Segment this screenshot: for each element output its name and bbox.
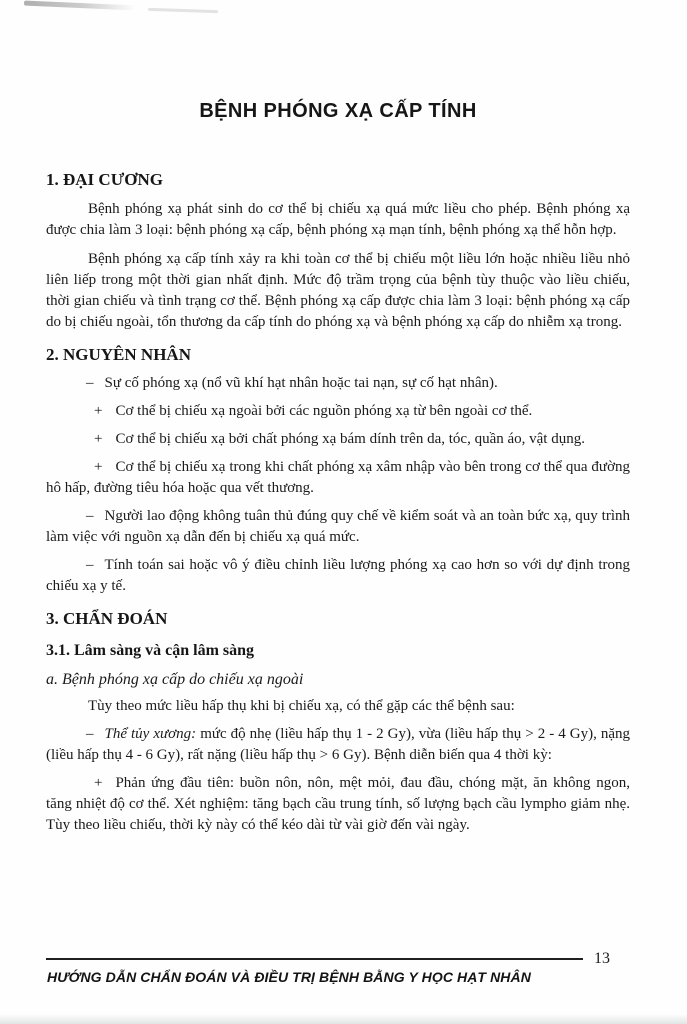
subsubsection-heading-external-exposure: a. Bệnh phóng xạ cấp do chiếu xạ ngoài [46,671,304,688]
list-item-text: Cơ thể bị chiếu xạ trong khi chất phóng xạ xâm nhập vào bên trong cơ thể qua đường hô hấp, đường tiêu hóa hoặc qua vết thương. [46,459,630,496]
list-item-text: Người lao động không tuân thủ đúng quy chế về kiểm soát và an toàn bức xạ, quy trình làm việc với nguồn xạ dẫn đến bị chiếu xạ quá mức. [46,508,630,545]
overview-paragraph-2: Bệnh phóng xạ cấp tính xảy ra khi toàn cơ thể bị chiếu một liều lớn hoặc nhiều liều nhỏ liên liếp trong một thời gian nhất định. Mức độ trầm trọng của bệnh tùy thuộc vào liều chiếu, thời gian chiếu và tình trạng cơ thể. Bệnh phóng xạ cấp được chia làm 3 loại: bệnh phóng xạ cấp do bị chiếu ngoài, tổn thương da cấp tính do phóng xạ và bệnh phóng xạ cấp do nhiễm xạ trong. [46,251,630,330]
list-item [46,401,630,422]
list-item [46,724,630,766]
page-content [46,0,630,836]
page-number: 13 [594,950,610,967]
plus-marker: + [94,459,103,475]
list-item [46,506,630,548]
list-item-text: Sự cố phóng xạ (nổ vũ khí hạt nhân hoặc tai nạn, sự cố hạt nhân). [104,375,498,391]
dash-marker: – [86,557,94,573]
list-item-text: Phản ứng đầu tiên: buồn nôn, nôn, mệt mỏi, đau đầu, chóng mặt, ăn không ngon, tăng nhiệt độ cơ thể. Xét nghiệm: tăng bạch cầu trung tính, số lượng bạch cầu lympho giảm nhẹ. Tùy theo liều chiếu, thời kỳ này có thể kéo dài từ vài giờ đến vài ngày. [46,775,630,833]
plus-marker: + [94,431,103,447]
scan-edge-bottom [0,1014,687,1024]
dash-marker: – [86,726,94,742]
section-heading-overview: 1. ĐẠI CƯƠNG [46,170,163,189]
section-heading-diagnosis: 3. CHẨN ĐOÁN [46,609,168,628]
list-item [46,457,630,499]
footer-rule [46,958,583,960]
list-item [46,373,630,394]
list-item [46,429,630,450]
overview-paragraph-1: Bệnh phóng xạ phát sinh do cơ thể bị chiếu xạ quá mức liều cho phép. Bệnh phóng xạ được chia làm 3 loại: bệnh phóng xạ cấp, bệnh phóng xạ mạn tính, bệnh phóng xạ thể hỗn hợp. [46,201,630,238]
list-item-lead: Thể tủy xương: [104,726,197,742]
list-item-text: Cơ thể bị chiếu xạ ngoài bởi các nguồn phóng xạ từ bên ngoài cơ thể. [115,403,533,419]
footer-running-title: HƯỚNG DẪN CHẨN ĐOÁN VÀ ĐIỀU TRỊ BỆNH BẰNG Y HỌC HẠT NHÂN [47,969,531,985]
dash-marker: – [86,375,94,391]
list-item [46,555,630,597]
list-item-text: mức độ nhẹ (liều hấp thụ 1 - 2 Gy), vừa (liều hấp thụ > 2 - 4 Gy), nặng (liều hấp thụ 4 - 6 Gy), rất nặng (liều hấp thụ > 6 Gy). Bệnh diễn biến qua 4 thời kỳ: [46,726,631,763]
list-item [46,773,630,836]
document-title: BỆNH PHÓNG XẠ CẤP TÍNH [199,100,477,122]
dash-marker: – [86,508,94,524]
intro-paragraph: Tùy theo mức liều hấp thụ khi bị chiếu xạ, có thể gặp các thể bệnh sau: [88,698,515,714]
list-item-text: Tính toán sai hoặc vô ý điều chỉnh liều lượng phóng xạ cao hơn so với dự định trong chiếu xạ y tế. [46,557,630,594]
plus-marker: + [94,775,103,791]
list-item-text: Cơ thể bị chiếu xạ bởi chất phóng xạ bám dính trên da, tóc, quần áo, vật dụng. [115,431,585,447]
section-heading-causes: 2. NGUYÊN NHÂN [46,345,191,364]
subsection-heading-clinical: 3.1. Lâm sàng và cận lâm sàng [46,642,255,659]
plus-marker: + [94,403,103,419]
